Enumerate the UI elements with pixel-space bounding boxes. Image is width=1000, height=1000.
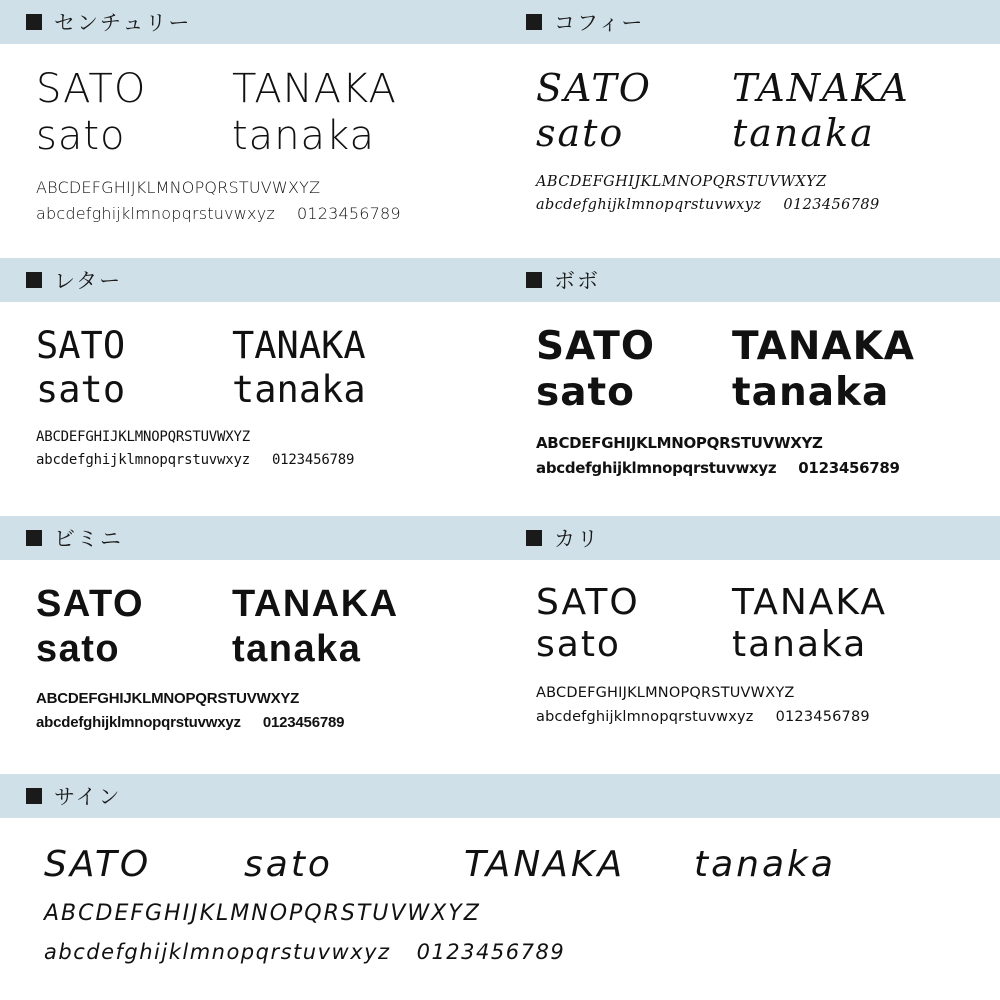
alphabet-upper-line xyxy=(36,427,500,448)
style-name-letter: レター xyxy=(54,270,123,293)
sample-upper-1: SATO xyxy=(536,66,652,110)
square-marker-icon xyxy=(526,272,542,288)
sample-lower-row xyxy=(536,111,1000,156)
alphabet-lower-line xyxy=(36,712,500,735)
digits: 0123456789 xyxy=(783,197,880,214)
sample-lower-2: tanaka xyxy=(732,370,890,416)
alphabet-upper-line xyxy=(536,432,1000,455)
digits: 0123456789 xyxy=(271,452,355,469)
alphabet-upper: ABCDEFGHIJKLMNOPQRSTUVWXYZ xyxy=(536,684,795,701)
alphabet-upper: ABCDEFGHIJKLMNOPQRSTUVWXYZ xyxy=(536,173,827,190)
sample-upper-1: SATO xyxy=(36,66,147,112)
square-marker-icon xyxy=(526,14,542,30)
sample-upper-row xyxy=(536,66,1000,111)
sample-lower-row xyxy=(536,624,1000,666)
sample-upper-1: SATO xyxy=(536,324,656,369)
alphabet-upper-line xyxy=(36,176,500,200)
alphabet-upper: ABCDEFGHIJKLMNOPQRSTUVWXYZ xyxy=(44,901,481,926)
sample-upper-row xyxy=(36,66,500,113)
sample-upper-2: TANAKA xyxy=(732,324,915,369)
style-title-bar-sign xyxy=(0,774,1000,818)
alphabet-lower: abcdefghijklmnopqrstuvwxyz xyxy=(36,452,250,469)
style-name-bobo: ボボ xyxy=(554,270,600,293)
sample-lower-1: sato xyxy=(36,627,121,670)
sample-upper-1: SATO xyxy=(536,582,640,623)
sample-block-coffee xyxy=(500,44,1000,217)
sample-block-sign xyxy=(0,818,1000,970)
alphabet-upper-line xyxy=(44,895,1000,934)
alphabet-lower-line xyxy=(36,202,500,226)
sample-upper-2: TANAKA xyxy=(732,66,910,110)
spacer xyxy=(44,885,1000,895)
digits: 0123456789 xyxy=(775,708,870,725)
sample-block-kari xyxy=(500,560,1000,728)
sample-upper-2: TANAKA xyxy=(464,844,626,885)
sample-block-bimini xyxy=(0,560,500,735)
sample-upper-1: SATO xyxy=(36,324,126,367)
sample-block-bobo xyxy=(500,302,1000,479)
sample-lower-1: sato xyxy=(244,844,333,885)
font-sample-kari xyxy=(500,516,1000,774)
digits: 0123456789 xyxy=(798,458,900,477)
alphabet-lower: abcdefghijklmnopqrstuvwxyz xyxy=(536,197,762,214)
sample-lower-2: tanaka xyxy=(694,844,836,885)
sample-upper-1: SATO xyxy=(36,583,145,625)
sample-lower-2: tanaka xyxy=(232,113,376,160)
style-title-bar-bimini xyxy=(0,516,500,560)
alphabet-lower: abcdefghijklmnopqrstuvwxyz xyxy=(536,458,777,477)
alphabet-upper: ABCDEFGHIJKLMNOPQRSTUVWXYZ xyxy=(36,429,250,446)
square-marker-icon xyxy=(26,14,42,30)
alphabet-lower: abcdefghijklmnopqrstuvwxyz xyxy=(36,714,241,732)
square-marker-icon xyxy=(26,788,42,804)
style-name-coffee: コフィー xyxy=(554,12,645,35)
alphabet-upper-line xyxy=(536,172,1000,194)
alphabet-upper: ABCDEFGHIJKLMNOPQRSTUVWXYZ xyxy=(36,689,300,707)
digits: 0123456789 xyxy=(296,204,401,224)
sample-lower-1: sato xyxy=(536,110,625,155)
square-marker-icon xyxy=(26,530,42,546)
style-name-century: センチュリー xyxy=(54,12,192,35)
digits: 0123456789 xyxy=(262,714,345,732)
alphabet-lower-line xyxy=(44,934,1000,971)
sample-lower-row xyxy=(36,627,500,672)
sample-block-letter xyxy=(0,302,500,471)
sample-upper-2: TANAKA xyxy=(232,66,397,112)
font-sample-century xyxy=(0,0,500,258)
alphabet-lower-line xyxy=(536,195,1000,217)
sample-upper-row xyxy=(536,324,1000,370)
sample-upper-row xyxy=(36,582,500,627)
sample-lower-1: sato xyxy=(36,113,126,160)
style-name-bimini: ビミニ xyxy=(54,528,123,551)
sample-upper-row xyxy=(536,582,1000,624)
font-sample-bobo xyxy=(500,258,1000,516)
style-title-bar-century xyxy=(0,0,500,44)
alphabet-lower-line xyxy=(36,450,500,471)
square-marker-icon xyxy=(26,272,42,288)
font-sample-coffee xyxy=(500,0,1000,258)
style-name-kari: カリ xyxy=(554,528,600,551)
font-sample-sign xyxy=(0,774,1000,970)
sample-lower-row xyxy=(36,368,500,412)
sample-lower-1: sato xyxy=(536,370,635,416)
sample-upper-1: SATO xyxy=(44,844,152,885)
alphabet-upper-line xyxy=(36,688,500,711)
alphabet-lower-line xyxy=(536,457,1000,480)
alphabet-upper: ABCDEFGHIJKLMNOPQRSTUVWXYZ xyxy=(36,178,321,198)
sample-lower-2: tanaka xyxy=(232,367,366,411)
style-title-bar-coffee xyxy=(500,0,1000,44)
style-name-sign: サイン xyxy=(54,786,122,809)
digits: 0123456789 xyxy=(416,939,566,964)
sample-lower-row xyxy=(36,113,500,160)
sample-words-row xyxy=(44,844,1000,885)
style-title-bar-kari xyxy=(500,516,1000,560)
font-sample-letter xyxy=(0,258,500,516)
sample-upper-2: TANAKA xyxy=(732,582,887,623)
alphabet-lower-line xyxy=(536,707,1000,729)
style-title-bar-letter xyxy=(0,258,500,302)
sample-upper-2: TANAKA xyxy=(232,583,399,625)
sample-lower-1: sato xyxy=(36,367,126,411)
alphabet-lower: abcdefghijklmnopqrstuvwxyz xyxy=(44,939,391,964)
font-sample-bimini xyxy=(0,516,500,774)
sample-lower-row xyxy=(536,370,1000,416)
alphabet-upper-line xyxy=(536,683,1000,705)
sample-upper-2: TANAKA xyxy=(232,324,366,367)
sample-block-century xyxy=(0,44,500,226)
square-marker-icon xyxy=(526,530,542,546)
alphabet-lower: abcdefghijklmnopqrstuvwxyz xyxy=(36,204,275,224)
alphabet-upper: ABCDEFGHIJKLMNOPQRSTUVWXYZ xyxy=(536,434,823,453)
sample-upper-row xyxy=(36,324,500,368)
sample-lower-2: tanaka xyxy=(732,624,868,666)
sample-lower-1: sato xyxy=(536,624,621,666)
style-title-bar-bobo xyxy=(500,258,1000,302)
alphabet-lower: abcdefghijklmnopqrstuvwxyz xyxy=(536,708,754,725)
sample-lower-2: tanaka xyxy=(732,110,875,155)
sample-lower-2: tanaka xyxy=(232,627,362,670)
